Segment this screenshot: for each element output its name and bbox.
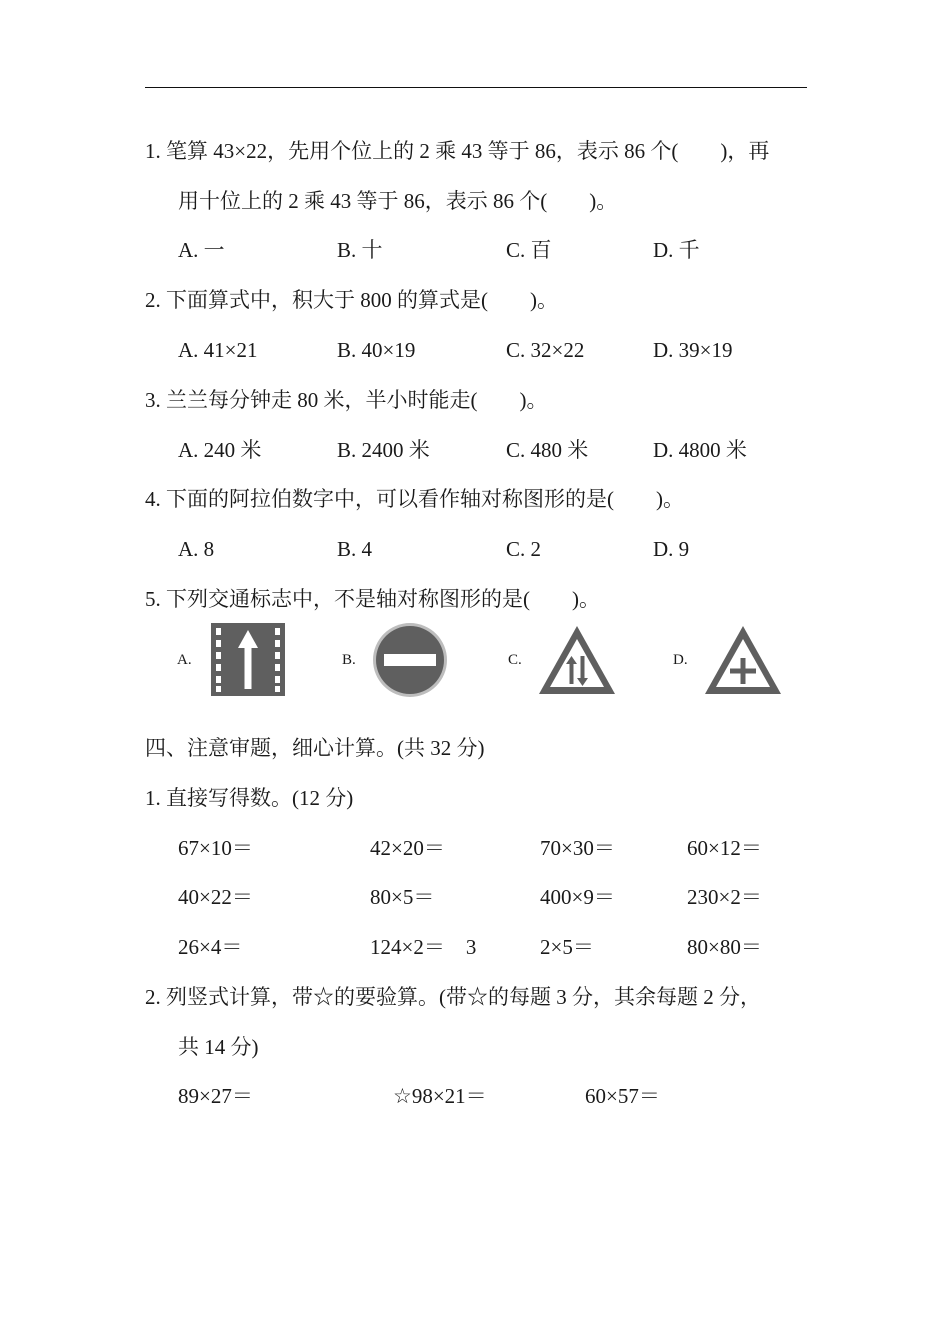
q3-option-d: D. 4800 米 [653,438,747,462]
calc-r1-c1: 67×10＝ [178,836,253,860]
q1-option-b: B. 十 [337,238,383,262]
q5-option-c-label: C. [508,652,522,668]
calc-r1-c2: 42×20＝ [370,836,445,860]
calc-r1-c4: 60×12＝ [687,836,762,860]
q5-option-d-label: D. [673,652,688,668]
q3-option-b: B. 2400 米 [337,438,430,462]
calc-r3-c1: 26×4＝ [178,935,243,959]
q1-line2: 用十位上的 2 乘 43 等于 86，表示 86 个( )。 [178,189,618,213]
straight-arrow-sign-icon [211,623,285,696]
calc-r3-c3: 2×5＝ [540,935,594,959]
q2-option-d: D. 39×19 [653,338,733,362]
q4-option-a: A. 8 [178,537,215,561]
section4-p1-title: 1. 直接写得数。(12 分) [145,786,354,810]
section4-title: 四、注意审题，细心计算。(共 32 分) [145,736,485,760]
vertical-calc-2: ☆98×21＝ [393,1084,487,1108]
q3-text: 3. 兰兰每分钟走 80 米，半小时能走( )。 [145,388,548,412]
q2-option-b: B. 40×19 [337,338,416,362]
q2-option-c: C. 32×22 [506,338,585,362]
two-way-traffic-sign-icon [537,624,617,696]
q4-option-b: B. 4 [337,537,373,561]
q1-line1: 1. 笔算 43×22，先用个位上的 2 乘 43 等于 86，表示 86 个( )，再 [145,139,770,163]
q5-option-b-label: B. [342,652,356,668]
section4-p2-line1: 2. 列竖式计算，带☆的要验算。(带☆的每题 3 分，其余每题 2 分， [145,985,761,1009]
q2-text: 2. 下面算式中，积大于 800 的算式是( )。 [145,288,558,312]
q4-text: 4. 下面的阿拉伯数字中，可以看作轴对称图形的是( )。 [145,487,684,511]
q4-option-d: D. 9 [653,537,690,561]
calc-r3-c4: 80×80＝ [687,935,762,959]
q2-option-a: A. 41×21 [178,338,258,362]
q3-option-a: A. 240 米 [178,438,262,462]
calc-r1-c3: 70×30＝ [540,836,615,860]
q5-text: 5. 下列交通标志中，不是轴对称图形的是( )。 [145,587,600,611]
no-entry-sign-icon [372,622,448,698]
q3-option-c: C. 480 米 [506,438,589,462]
calc-r2-c1: 40×22＝ [178,885,253,909]
calc-r2-c3: 400×9＝ [540,885,615,909]
vertical-calc-1: 89×27＝ [178,1084,253,1108]
q1-option-a: A. 一 [178,238,225,262]
section4-p2-line2: 共 14 分) [178,1035,259,1059]
calc-r2-c4: 230×2＝ [687,885,762,909]
q4-option-c: C. 2 [506,537,542,561]
vertical-calc-3: 60×57＝ [585,1084,660,1108]
q1-option-c: C. 百 [506,238,552,262]
q5-option-a-label: A. [177,652,192,668]
crossroad-warning-sign-icon [703,624,783,696]
calc-r2-c2: 80×5＝ [370,885,435,909]
calc-r3-c2: 124×2＝ 3 [370,935,477,959]
header-rule [145,87,807,88]
q1-option-d: D. 千 [653,238,700,262]
